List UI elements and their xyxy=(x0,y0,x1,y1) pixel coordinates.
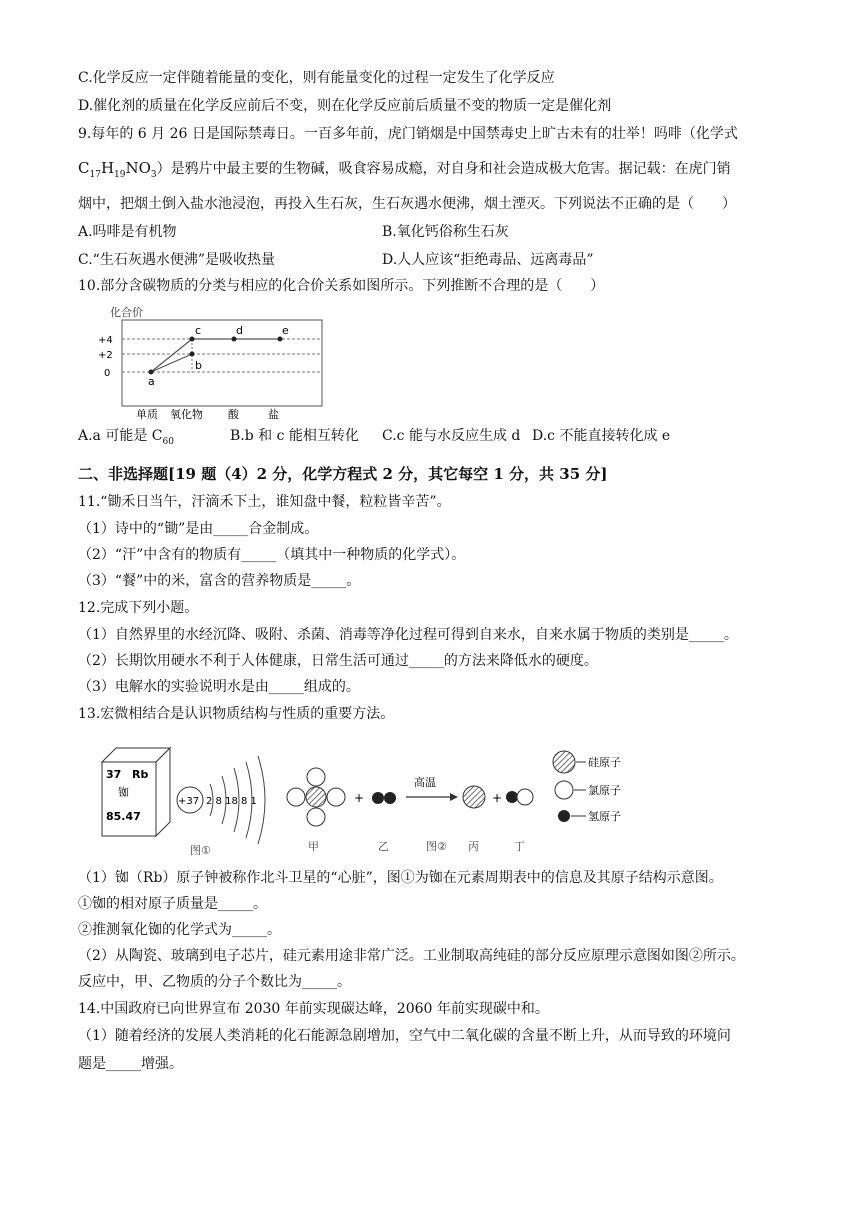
label-jia: 甲 xyxy=(308,840,319,853)
q12-stem: 12.完成下列小题。 xyxy=(78,600,199,616)
h-atom xyxy=(372,792,384,804)
q11-part3: （3）“餐”中的米，富含的营养物质是_____。 xyxy=(78,573,361,589)
q11-part2: （2）“汗”中含有的物质有_____（填其中一种物质的化学式）。 xyxy=(78,547,466,563)
figure1-caption: 图① xyxy=(190,844,211,857)
q10-option-c: C.c 能与水反应生成 d xyxy=(382,428,521,444)
q10-option-d: D.c 不能直接转化成 e xyxy=(532,428,671,444)
point-e xyxy=(278,337,283,342)
rubidium-figure xyxy=(98,740,280,858)
cube-side xyxy=(156,748,170,836)
atomic-number: 37 xyxy=(106,768,122,781)
q12-part3: （3）电解水的实验说明水是由_____组成的。 xyxy=(78,679,360,695)
ytick-plus2: +2 xyxy=(98,350,113,361)
legend-h-icon xyxy=(558,810,570,822)
q13-part2-cont: 反应中，甲、乙物质的分子个数比为_____。 xyxy=(78,974,351,990)
label-e: e xyxy=(282,324,289,337)
valence-chart xyxy=(96,302,328,420)
point-c xyxy=(190,337,195,342)
legend-cl: 氯原子 xyxy=(588,784,621,797)
q10-option-b: B.b 和 c 能相互转化 xyxy=(230,428,359,444)
chart-frame xyxy=(122,320,322,406)
q8-option-c: C.化学反应一定伴随着能量的变化，则有能量变化的过程一定发生了化学反应 xyxy=(78,70,555,86)
h-atom xyxy=(384,792,396,804)
q14-stem: 14.中国政府已向世界宣布 2030 年前实现碳达峰，2060 年前实现碳中和。 xyxy=(78,1001,549,1017)
q10-stem: 10.部分含碳物质的分类与相应的化合价关系如图所示。下列推断不合理的是（ ） xyxy=(78,278,605,294)
line-a-b xyxy=(151,354,192,372)
point-a xyxy=(149,370,154,375)
label-yi: 乙 xyxy=(378,840,389,853)
xcat-acid: 酸 xyxy=(228,408,239,420)
label-bing: 丙 xyxy=(468,840,479,853)
cl-atom xyxy=(307,808,325,826)
cl-atom xyxy=(287,788,305,806)
si-atom xyxy=(306,787,326,807)
electron-shells: 2 8 18 8 1 xyxy=(206,796,257,807)
xcat-oxide: 氧化物 xyxy=(170,408,203,420)
q9-option-c: C.“生石灰遇水便沸”是吸收热量 xyxy=(78,252,275,268)
label-ding: 丁 xyxy=(514,840,525,853)
legend-h: 氢原子 xyxy=(588,810,621,823)
q12-part2: （2）长期饮用硬水不利于人体健康，日常生活可通过_____的方法来降低水的硬度。 xyxy=(78,653,598,669)
q13-sub1: ①铷的相对原子质量是_____。 xyxy=(78,896,267,912)
q11-part1: （1）诗中的“锄”是由_____合金制成。 xyxy=(78,521,319,537)
q11-stem: 11.“锄禾日当午，汗滴禾下土，谁知盘中餐，粒粒皆辛苦”。 xyxy=(78,494,451,510)
label-d: d xyxy=(236,324,243,337)
condition-high-temp: 高温 xyxy=(414,776,436,789)
formula-c17h19no3: $C_{17}H_{19}NO_3$ xyxy=(78,159,157,180)
reaction-figure xyxy=(282,740,672,858)
q9-stem-line1: 9.每年的 6 月 26 日是国际禁毒日。一百多年前，虎门销烟是中国禁毒史上旷古未有的壮举！吗啡（化学式 xyxy=(78,126,738,142)
q13-part1: （1）铷（Rb）原子钟被称作北斗卫星的“心脏”，图①为铷在元素周期表中的信息及其原子结构示意图。 xyxy=(78,870,723,886)
ytick-plus4: +4 xyxy=(98,335,113,346)
q13-sub2: ②推测氧化铷的化学式为_____。 xyxy=(78,922,281,938)
plus-sign: + xyxy=(492,791,503,805)
legend-cl-icon xyxy=(555,781,573,799)
cl-atom xyxy=(327,788,345,806)
q12-part1: （1）自然界里的水经沉降、吸附、杀菌、消毒等净化过程可得到自来水，自来水属于物质的类别是_____。 xyxy=(78,627,738,643)
label-a: a xyxy=(148,375,155,388)
point-b xyxy=(190,352,195,357)
plus-sign: + xyxy=(354,791,365,805)
nuclear-charge: +37 xyxy=(178,796,200,807)
atomic-mass: 85.47 xyxy=(106,810,141,823)
q9-option-a: A.吗啡是有机物 xyxy=(78,224,177,240)
ytick-zero: 0 xyxy=(104,368,111,379)
q9-option-b: B.氧化钙俗称生石灰 xyxy=(382,224,509,240)
legend-si: 硅原子 xyxy=(588,756,621,769)
q13-part2: （2）从陶瓷、玻璃到电子芯片，硅元素用途非常广泛。工业制取高纯硅的部分反应原理示意图如图②所示。 xyxy=(78,948,745,964)
q13-stem: 13.宏微相结合是认识物质结构与性质的重要方法。 xyxy=(78,706,395,722)
q14-part1-cont: 题是_____增强。 xyxy=(78,1056,183,1072)
element-name: 铷 xyxy=(118,786,129,799)
point-d xyxy=(232,337,237,342)
chart-ylabel: 化合价 xyxy=(110,306,143,319)
cl-atom xyxy=(517,789,533,805)
h-atom xyxy=(506,791,518,803)
element-symbol: Rb xyxy=(132,768,149,781)
q8-option-d: D.催化剂的质量在化学反应前后不变，则在化学反应前后质量不变的物质一定是催化剂 xyxy=(78,98,612,114)
label-b: b xyxy=(195,359,202,372)
q14-part1: （1）随着经济的发展人类消耗的化石能源急剧增加，空气中二氧化碳的含量不断上升，从而导致的环境问 xyxy=(78,1028,731,1044)
q9-stem-text: ）是鸦片中最主要的生物碱，吸食容易成瘾，对自身和社会造成极大危害。据记载：在虎门销 xyxy=(156,161,731,177)
xcat-elemental: 单质 xyxy=(136,408,158,420)
section2-heading: 二、非选择题[19 题（4）2 分，化学方程式 2 分，其它每空 1 分，共 35 分] xyxy=(78,465,608,483)
cl-atom xyxy=(307,768,325,786)
xcat-salt: 盐 xyxy=(268,408,279,420)
si-atom xyxy=(463,786,485,808)
q9-option-d: D.人人应该“拒绝毒品、远离毒品” xyxy=(382,252,594,268)
q10-option-a: A.a 可能是 $C_{60}$ xyxy=(78,428,174,447)
q9-stem-line3: 烟中，把烟土倒入盐水池浸泡，再投入生石灰，生石灰遇水便沸，烟土湮灭。下列说法不正确的是（ ） xyxy=(78,196,736,212)
label-c: c xyxy=(195,324,202,337)
q9-stem-line2 xyxy=(78,158,731,185)
legend-si-icon xyxy=(553,751,575,773)
line-a-c xyxy=(151,339,192,372)
figure2-caption: 图② xyxy=(426,840,447,853)
